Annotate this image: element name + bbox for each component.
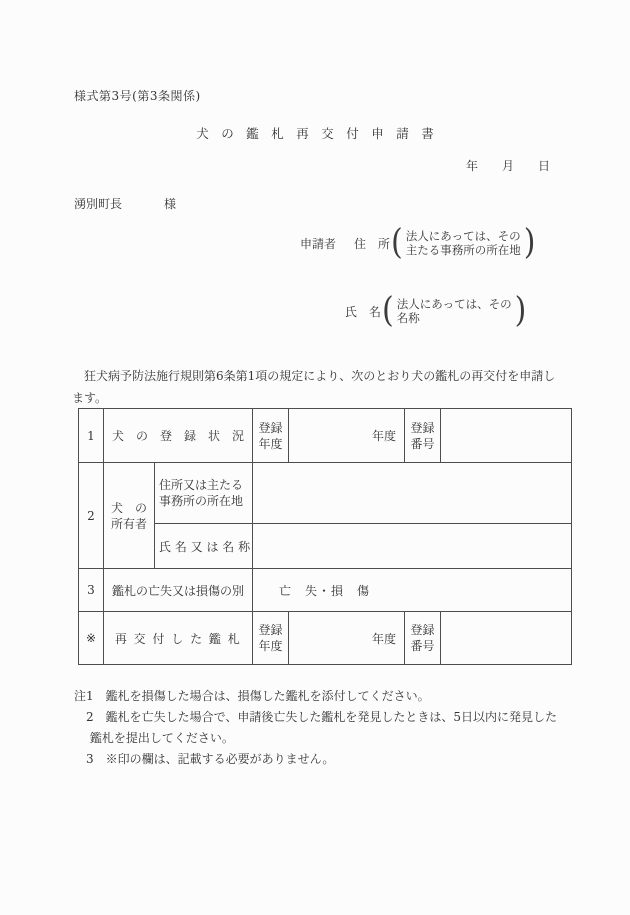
row1-reg-no-input-cell: [441, 409, 572, 463]
row1-label: 犬 の 登 録 状 況: [104, 409, 253, 463]
row2-number: 2: [79, 463, 104, 569]
row4-reg-year-label: 登録 年度: [253, 612, 289, 665]
row4-reg-no-label: 登録 番号: [405, 612, 441, 665]
body-paragraph: 狂犬病予防法施行規則第6条第1項の規定により、次のとおり犬の鑑札の再交付を申請し ます。: [72, 369, 556, 405]
form-title: 犬 の 鑑 札 再 交 付 申 請 書: [196, 126, 434, 141]
row1-number: 1: [79, 409, 104, 463]
close-bracket: ): [514, 290, 527, 331]
note-line-2-continued: 鑑札を提出してください。: [74, 731, 234, 745]
row3-loss-damage-value: 亡 失・損 傷: [253, 569, 572, 612]
row4-label: 再 交 付 し た 鑑 札: [104, 612, 253, 665]
addressee-honorific: 様: [164, 197, 177, 211]
row4-year-input-cell: 年度: [289, 612, 405, 665]
date-line: 年 月 日: [466, 159, 551, 173]
open-bracket: (: [391, 222, 403, 263]
open-bracket: (: [382, 290, 394, 331]
applicant-name-row: [345, 290, 527, 331]
note-line-1: 注1 鑑札を損傷した場合は、損傷した鑑札を添付してください。: [74, 689, 430, 703]
applicant-label: 申請者: [300, 236, 337, 251]
table-row: [79, 409, 572, 463]
name-label: 氏 名: [345, 304, 382, 319]
row3-number: 3: [79, 569, 104, 612]
row2-label: 犬 の 所有者: [104, 463, 155, 569]
footnotes: [74, 686, 584, 770]
applicant-address-row: [300, 222, 536, 263]
addressee-line: [74, 195, 176, 212]
application-table: [78, 408, 572, 665]
row3-label: 鑑札の亡失又は損傷の別: [104, 569, 253, 612]
form-number: 様式第3号(第3条関係): [74, 89, 201, 103]
close-bracket: ): [523, 222, 536, 263]
address-corporate-note: 法人にあっては、その 主たる事務所の所在地: [405, 229, 521, 257]
row1-reg-year-label: 登録 年度: [253, 409, 289, 463]
row2-address-input-cell: [253, 463, 572, 524]
row1-year-input-cell: 年度: [289, 409, 405, 463]
table-row: [79, 569, 572, 612]
addressee-name: 湧別町長: [74, 197, 123, 211]
table-row: [79, 463, 572, 524]
row2-name-label: 氏 名 又 は 名 称: [155, 524, 253, 569]
row2-name-input-cell: [253, 524, 572, 569]
note-line-2: 2 鑑札を亡失した場合で、申請後亡失した鑑札を発見したときは、5日以内に発見した: [74, 710, 558, 724]
note-line-3: 3 ※印の欄は、記載する必要がありません。: [74, 752, 335, 766]
name-corporate-note: 法人にあっては、その 名称: [396, 297, 512, 325]
row4-number: ※: [79, 612, 104, 665]
row4-reg-no-input-cell: [441, 612, 572, 665]
row1-reg-no-label: 登録 番号: [405, 409, 441, 463]
address-label: 住 所: [354, 236, 391, 251]
table-row: [79, 612, 572, 665]
row2-address-label: 住所又は主たる 事務所の所在地: [155, 463, 253, 524]
